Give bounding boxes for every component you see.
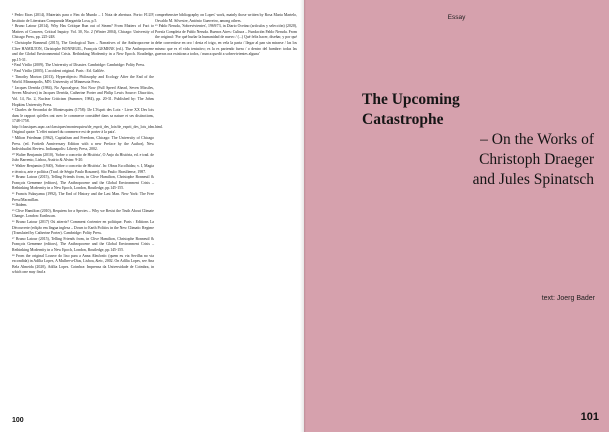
endnote: ⁶ Timothy Morton (2013), Hyperobjects: Philosophy and Ecology After the End of the World. Minneapolis, MN: University of Minnesota Press. [12, 74, 154, 85]
endnote: ¹⁷ Bruno Latour (2015), Telling Friends from, in Clive Hamilton, Christophe Bonneuil & François Gemenne (editors), The Anthropocene and the Global Environment Crisis – Rethinking Modernity in a New Epoch, London, Routledge, pp.145-155. [12, 236, 154, 252]
article-subtitle-line-3: and Jules Spinatsch [472, 171, 594, 188]
endnote: ⁵ Paul Virilio (2005), L'accident original. Paris : Ed. Galilée. [12, 68, 105, 73]
endnote: ¹ Pedro Eiras (2014), Materiais para o Fim do Mundo – 1 Nota de abertura. Porto: FLUP, Instituto de Literatura Comparada Margarida Losa, p.5. [12, 13, 154, 23]
endnote: ¹⁵ Clive Hamilton (2010), Requiem for a Species – Why we Resist the Truth About Climate Change. London: Earthscan. [12, 208, 154, 219]
endnote: ⁷ Jacques Derrida (1984), No Apocalypse, Not Now (Full Speed Ahead, Seven Missiles, Seven Missives) in Jacques Derrida, Catherine Porter and Philip Lewis Source: Diacritics, Vol. 14, No. 2, Nuclear Criticism (Summer, 1984), pp. 20-31. Published by: The Johns Hopkins University Press. [12, 85, 154, 107]
article-title-block [362, 90, 594, 190]
endnote: ¹¹ Walter Benjamin (1940), 'Sobre o conceito de História'. In: Obras Escolhidas; v. I, Magia e técnica, arte e política (Trad. de Sérgio Paulo Rouanet). São Paulo: Brasiliense, 1987. [12, 164, 154, 174]
page-number-left: 100 [12, 417, 24, 424]
endnote: ¹³ Francis Fukuyama (1992), The End of History and the Last Man. New York: The Free Press/Macmillan. [12, 192, 154, 202]
endnote: ¹⁰ Walter Benjamin (2010), 'Sobre o conceito de História', O Anjo da História, ed. e trad. de João Barrento, Lisboa, Assírio & Alvim: 9-20. [12, 152, 154, 163]
endnote: ¹⁹ Pablo Neruda, 'Sobrevivientes', 1969/73, in Diario Oceáno (artículos y selección) (2020), Poesía Completa de Pablo Neruda. Buenos Aires: Cultura – Fundación Pablo Neruda. From the original: 'Por qué hurlar la humanidad de nuevo / (...) Qué feliz hacer, diseñar, y por qué debe convertirse en oro / desta el trigo, en vela la paria / llegar al pan sin mirarse / las los mismo que es el vida tentativo; es la es pariendo fuera / o dentro del hombre: todas las guerras ora existiran a todos, / nunca quedó a sobrevivientes alguna' [155, 24, 297, 57]
endnote: ¹² Bruno Latour (2015), Telling Friends from, in Clive Hamilton, Christophe Bonneuil & François Gemenne (editors), The Anthropocene and the Global Environment Crisis – Rethinking Modernity in a New Epoch, London, Routledge, pp.145-155. [12, 175, 154, 191]
endnotes-column-1 [12, 13, 163, 276]
endnote: ¹⁶ Bruno Latour (2017) Où atterrir? Comment s'orienter en politique. Paris : Editions La Découverte (edição em língua inglesa – Down to Earth Politics in the New Climatic Regime (Translated by Catherine Porter). Cambridge: Polity Press. [12, 219, 154, 236]
endnote: ¹⁴ Ibidem. [12, 203, 28, 208]
endnote: ³ Christophe Bonneuil (2015), The Geological Turn – Narratives of the Anthropocene in Clive HAMILTON, Christophe BONNEUIL, François GEMENE (ed.). The Anthropocene and the Global Environmental Crisis. Rethinking Modernity in a New Epoch. Routledge, pp.15-31. [12, 40, 154, 62]
endnotes-column-2 [155, 13, 297, 58]
section-label: Essay [447, 14, 466, 21]
endnote: comprehensive bibliography on Lopes' work, mainly those written by Rosa Maria Martelo, Osvaldo M. Silvestre, António Guerreiro, among others. [155, 13, 297, 23]
endnote: ⁹ Milton Friedman (1962), Capitalism and Freedom, Chicago: The University of Chicago Press. (ed. Fortieth Anniversary Edition with a new Preface by the Author), New Individualist Review. Indianapolis: Liberty Press, 2002. [12, 136, 154, 152]
article-subtitle-line-1: – On the Works of [480, 131, 594, 148]
article-subtitle-line-2: Christoph Draeger [479, 151, 594, 168]
endnote: ⁴ Paul Virilio (2009), The University of Disaster. Cambridge: Cambridge: Polity Press. [12, 63, 146, 68]
endnote: ² Bruno Latour (2014), Why Has Critique Run out of Steam? From Matters of Fact to Matters of Concern, Critical Inquiry. Vol. 30, No. 2 (Winter 2004), Chicago: University of Chicago Press, pp. 225-248. [12, 24, 154, 40]
left-page [0, 0, 304, 432]
page-number-right: 101 [580, 411, 599, 423]
endnote: ⁸ Charles de Secondat de Montesquieu (1758): De L'Esprit des Loix - Livre XX Des lois dans le rapport qu'elles ont avec le commerce considéré dans sa nature et ses distinctions, 1748-1758. http://classiques.uqac.ca/classiques/montesquieu/de_esprit_des_lois/de_esprit_des_lois_tdm.html. Original quote: 'L'effet naturel du commerce est de porter à la paix'. [12, 108, 163, 135]
endnote: ¹⁸ From the original Louvor do lixo para a Anna Almfortic (quem eu via Sevilha no via escondida) in Adília Lopes, A Mulher-a-Dias, Lisboa, &etc, 2002. On Adília Lopes, see Ana Bela Almeida (2020), Adília Lopes. Coimbra: Imprensa da Universidade de Coimbra, in which one may find a [12, 253, 154, 275]
article-title: The Upcoming Catastrophe [362, 91, 460, 128]
author-byline: text: Joerg Bader [541, 295, 595, 302]
right-page [304, 0, 609, 432]
book-gutter [300, 0, 306, 432]
